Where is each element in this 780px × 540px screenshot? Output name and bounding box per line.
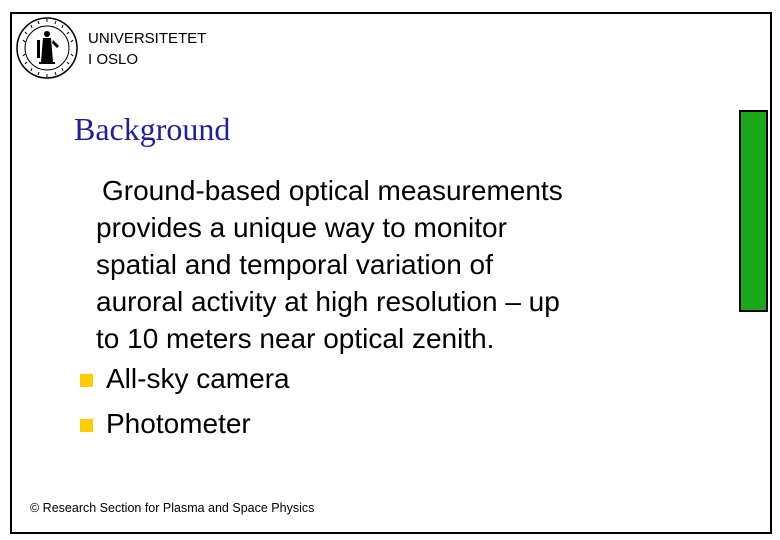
- accent-bar: [739, 110, 768, 312]
- university-seal-icon: [15, 16, 79, 80]
- bullet-text: All-sky camera: [106, 362, 290, 394]
- university-name-line2: I OSLO: [88, 51, 139, 68]
- slide-title: Background: [74, 111, 231, 147]
- list-item: [80, 401, 290, 446]
- slide-body-text: [96, 172, 656, 357]
- bullet-text: Photometer: [106, 407, 251, 439]
- university-name: [88, 28, 206, 70]
- square-bullet-icon: [80, 419, 93, 432]
- list-item: [80, 356, 290, 401]
- body-line: spatial and temporal variation of: [96, 249, 493, 280]
- body-line: to 10 meters near optical zenith.: [96, 323, 495, 354]
- square-bullet-icon: [80, 374, 93, 387]
- university-name-line1: UNIVERSITETET: [88, 30, 207, 47]
- body-line: auroral activity at high resolution – up: [96, 286, 560, 317]
- footer-copyright: © Research Section for Plasma and Space Physics: [30, 501, 315, 515]
- body-line: provides a unique way to monitor: [96, 212, 507, 243]
- bullet-list: [80, 356, 290, 446]
- body-line: Ground-based optical measurements: [102, 175, 563, 206]
